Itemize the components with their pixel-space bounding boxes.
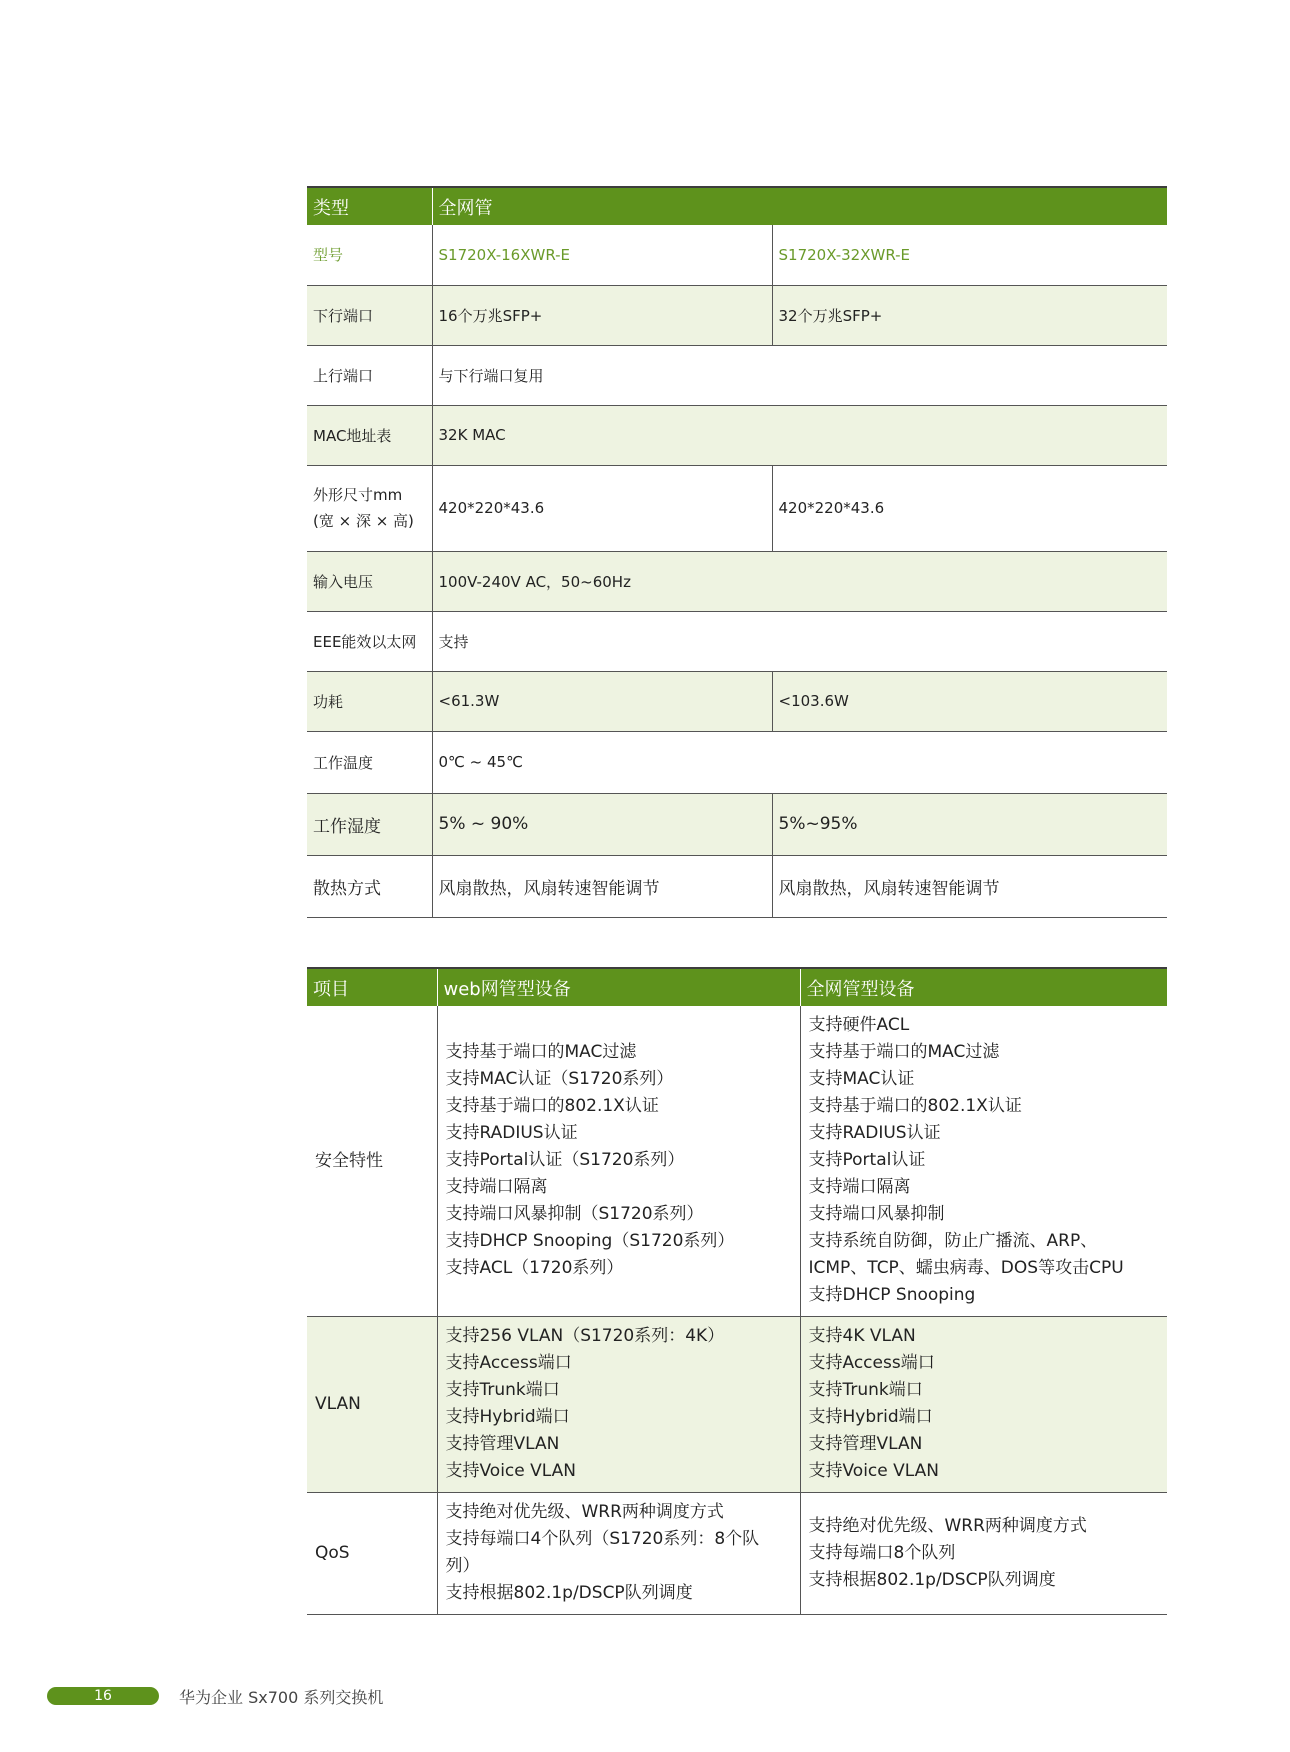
list-item: 支持Access端口 <box>445 1353 572 1373</box>
list-item: 支持Voice VLAN <box>445 1461 576 1481</box>
label-voltage: 输入电压 <box>307 551 432 611</box>
header-item: 项目 <box>307 968 437 1006</box>
row-qos <box>307 1492 1167 1614</box>
down-a: 16个万兆SFP+ <box>432 285 772 345</box>
label-size <box>307 465 432 551</box>
eee-value: 支持 <box>432 611 1167 671</box>
label-cooling: 散热方式 <box>307 855 432 917</box>
row-humidity <box>307 793 1167 855</box>
row-security <box>307 1006 1167 1316</box>
qos-full <box>800 1492 1167 1614</box>
list-item: 支持Portal认证（S1720系列） <box>445 1150 685 1171</box>
list-item: 支持MAC认证（S1720系列） <box>445 1069 674 1090</box>
list-item: 支持Hybrid端口 <box>445 1407 570 1427</box>
list-item: 支持256 VLAN（S1720系列：4K） <box>445 1326 725 1346</box>
header-type: 类型 <box>307 187 432 225</box>
list-item: 支持DHCP Snooping（S1720系列） <box>445 1231 735 1252</box>
list-item: 支持端口风暴抑制（S1720系列） <box>445 1204 704 1225</box>
up-value: 与下行端口复用 <box>432 345 1167 405</box>
row-eee <box>307 611 1167 671</box>
humidity-b: 5%~95% <box>772 793 1167 855</box>
label-down: 下行端口 <box>307 285 432 345</box>
power-b: <103.6W <box>772 671 1167 731</box>
cooling-b: 风扇散热，风扇转速智能调节 <box>772 855 1167 917</box>
row-cooling <box>307 855 1167 917</box>
label-qos: QoS <box>307 1492 437 1614</box>
vlan-web <box>437 1316 800 1492</box>
list-item: 支持Portal认证 <box>808 1150 926 1171</box>
size-b: 420*220*43.6 <box>772 465 1167 551</box>
list-item: 支持基于端口的802.1X认证 <box>808 1096 1022 1117</box>
list-item: 支持系统自防御，防止广播流、ARP、 <box>808 1231 1098 1252</box>
label-vlan: VLAN <box>307 1316 437 1492</box>
mac-value: 32K MAC <box>432 405 1167 465</box>
list-item: 支持管理VLAN <box>808 1434 923 1454</box>
row-down-ports <box>307 285 1167 345</box>
row-voltage <box>307 551 1167 611</box>
list-item: 支持DHCP Snooping <box>808 1285 976 1306</box>
footer-title: 华为企业 Sx700 系列交换机 <box>179 1688 384 1707</box>
spec-header-row <box>307 187 1167 225</box>
list-item: ICMP、TCP、蠕虫病毒、DOS等攻击CPU <box>808 1258 1124 1279</box>
model-a: S1720X-16XWR-E <box>432 225 772 285</box>
cooling-a: 风扇散热，风扇转速智能调节 <box>432 855 772 917</box>
list-item: 支持基于端口的MAC过滤 <box>445 1042 637 1063</box>
list-item: 支持4K VLAN <box>808 1326 916 1346</box>
qos-web <box>437 1492 800 1614</box>
list-item: 支持Hybrid端口 <box>808 1407 933 1427</box>
list-item: 支持绝对优先级、WRR两种调度方式 <box>808 1515 1087 1536</box>
spec-table <box>307 186 1167 918</box>
list-item: 支持基于端口的802.1X认证 <box>445 1096 659 1117</box>
security-full <box>800 1006 1167 1316</box>
row-vlan <box>307 1316 1167 1492</box>
list-item: 支持管理VLAN <box>445 1434 560 1454</box>
list-item: 支持Access端口 <box>808 1353 935 1373</box>
label-security: 安全特性 <box>307 1006 437 1316</box>
row-power <box>307 671 1167 731</box>
feature-table <box>307 967 1167 1615</box>
list-item: 列） <box>445 1556 480 1576</box>
list-item: 支持硬件ACL <box>808 1015 910 1036</box>
row-up-ports <box>307 345 1167 405</box>
row-model <box>307 225 1167 285</box>
voltage-value: 100V-240V AC，50~60Hz <box>432 551 1167 611</box>
label-model: 型号 <box>307 225 432 285</box>
label-temp: 工作温度 <box>307 731 432 793</box>
vlan-full <box>800 1316 1167 1492</box>
list-item: 支持ACL（1720系列） <box>445 1258 624 1279</box>
list-item: 支持每端口4个队列（S1720系列：8个队 <box>445 1529 760 1549</box>
temp-value: 0℃ ~ 45℃ <box>432 731 1167 793</box>
list-item: 支持Voice VLAN <box>808 1461 939 1481</box>
security-web <box>437 1006 800 1316</box>
humidity-a: 5% ~ 90% <box>432 793 772 855</box>
header-web-managed: web网管型设备 <box>437 968 800 1006</box>
list-item: 支持Trunk端口 <box>808 1380 923 1400</box>
list-item: 支持绝对优先级、WRR两种调度方式 <box>445 1502 724 1522</box>
list-item: 支持Trunk端口 <box>445 1380 560 1400</box>
page-number-badge: 16 <box>47 1687 159 1705</box>
list-item: 支持RADIUS认证 <box>808 1123 941 1144</box>
header-full-managed-device: 全网管型设备 <box>800 968 1167 1006</box>
label-up: 上行端口 <box>307 345 432 405</box>
list-item: 支持MAC认证 <box>808 1069 915 1090</box>
list-item: 支持端口风暴抑制 <box>808 1204 945 1225</box>
list-item: 支持每端口8个队列 <box>808 1542 956 1563</box>
label-humidity: 工作湿度 <box>307 793 432 855</box>
row-size <box>307 465 1167 551</box>
list-item: 支持RADIUS认证 <box>445 1123 578 1144</box>
label-size-line2: (宽 × 深 × 高) <box>313 512 414 530</box>
label-power: 功耗 <box>307 671 432 731</box>
feature-header-row <box>307 968 1167 1006</box>
label-size-line1: 外形尺寸mm <box>313 486 403 504</box>
list-item: 支持根据802.1p/DSCP队列调度 <box>808 1569 1056 1590</box>
model-b: S1720X-32XWR-E <box>772 225 1167 285</box>
list-item: 支持端口隔离 <box>808 1177 911 1198</box>
row-temp <box>307 731 1167 793</box>
down-b: 32个万兆SFP+ <box>772 285 1167 345</box>
list-item: 支持根据802.1p/DSCP队列调度 <box>445 1583 693 1603</box>
label-eee: EEE能效以太网 <box>307 611 432 671</box>
power-a: <61.3W <box>432 671 772 731</box>
label-mac: MAC地址表 <box>307 405 432 465</box>
row-mac <box>307 405 1167 465</box>
list-item: 支持端口隔离 <box>445 1177 548 1198</box>
list-item: 支持基于端口的MAC过滤 <box>808 1042 1000 1063</box>
size-a: 420*220*43.6 <box>432 465 772 551</box>
header-full-managed: 全网管 <box>432 187 1167 225</box>
